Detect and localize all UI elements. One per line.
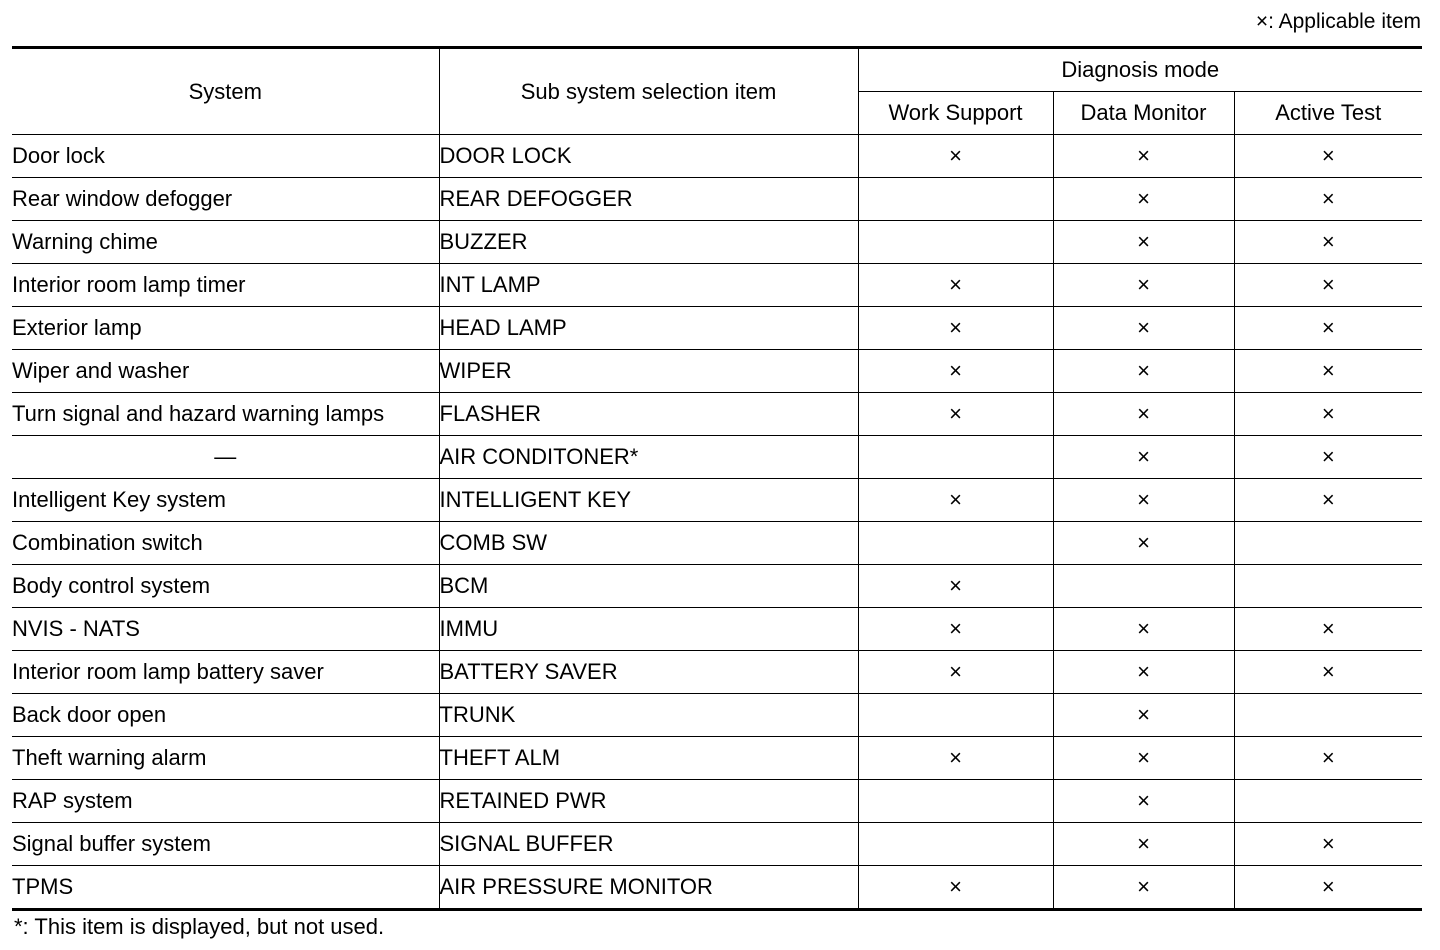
system-cell: Theft warning alarm	[12, 737, 439, 780]
system-cell: Door lock	[12, 135, 439, 178]
data-monitor-mark: ×	[1053, 737, 1234, 780]
sub-system-cell: AIR PRESSURE MONITOR	[439, 866, 858, 910]
header-diagnosis-mode: Diagnosis mode	[858, 48, 1422, 92]
sub-system-cell: INTELLIGENT KEY	[439, 479, 858, 522]
sub-system-cell: BCM	[439, 565, 858, 608]
active-test-mark: ×	[1234, 866, 1422, 910]
data-monitor-mark: ×	[1053, 479, 1234, 522]
active-test-mark: ×	[1234, 221, 1422, 264]
table-row	[12, 350, 1422, 393]
data-monitor-mark: ×	[1053, 135, 1234, 178]
table-row	[12, 565, 1422, 608]
data-monitor-mark: ×	[1053, 221, 1234, 264]
table-row	[12, 823, 1422, 866]
work-support-mark: ×	[858, 737, 1053, 780]
active-test-mark: ×	[1234, 393, 1422, 436]
data-monitor-mark: ×	[1053, 522, 1234, 565]
data-monitor-mark: ×	[1053, 694, 1234, 737]
sub-system-cell: REAR DEFOGGER	[439, 178, 858, 221]
active-test-mark	[1234, 694, 1422, 737]
active-test-mark: ×	[1234, 307, 1422, 350]
work-support-mark: ×	[858, 651, 1053, 694]
sub-system-cell: IMMU	[439, 608, 858, 651]
system-cell: Body control system	[12, 565, 439, 608]
header-work-support: Work Support	[858, 92, 1053, 135]
data-monitor-mark: ×	[1053, 608, 1234, 651]
table-row	[12, 264, 1422, 307]
table-row	[12, 651, 1422, 694]
table-row	[12, 479, 1422, 522]
work-support-mark	[858, 694, 1053, 737]
system-cell: Turn signal and hazard warning lamps	[12, 393, 439, 436]
diagnosis-mode-table	[12, 46, 1422, 911]
system-cell: Rear window defogger	[12, 178, 439, 221]
table-row	[12, 737, 1422, 780]
data-monitor-mark	[1053, 565, 1234, 608]
active-test-mark: ×	[1234, 651, 1422, 694]
work-support-mark: ×	[858, 393, 1053, 436]
table-row	[12, 608, 1422, 651]
data-monitor-mark: ×	[1053, 651, 1234, 694]
table-row	[12, 866, 1422, 910]
table-row	[12, 780, 1422, 823]
table-row	[12, 694, 1422, 737]
table-body	[12, 135, 1422, 910]
system-cell: Warning chime	[12, 221, 439, 264]
sub-system-cell: BUZZER	[439, 221, 858, 264]
footnote: *: This item is displayed, but not used.	[14, 914, 385, 939]
active-test-mark: ×	[1234, 178, 1422, 221]
system-cell: TPMS	[12, 866, 439, 910]
active-test-mark: ×	[1234, 264, 1422, 307]
active-test-mark: ×	[1234, 737, 1422, 780]
work-support-mark	[858, 178, 1053, 221]
sub-system-cell: HEAD LAMP	[439, 307, 858, 350]
active-test-mark	[1234, 565, 1422, 608]
work-support-mark	[858, 221, 1053, 264]
active-test-mark: ×	[1234, 135, 1422, 178]
system-cell: —	[12, 436, 439, 479]
table-row	[12, 307, 1422, 350]
sub-system-cell: RETAINED PWR	[439, 780, 858, 823]
header-active-test: Active Test	[1234, 92, 1422, 135]
sub-system-cell: BATTERY SAVER	[439, 651, 858, 694]
sub-system-cell: COMB SW	[439, 522, 858, 565]
table-row	[12, 522, 1422, 565]
system-cell: Signal buffer system	[12, 823, 439, 866]
work-support-mark: ×	[858, 307, 1053, 350]
sub-system-cell: WIPER	[439, 350, 858, 393]
work-support-mark	[858, 780, 1053, 823]
data-monitor-mark: ×	[1053, 823, 1234, 866]
data-monitor-mark: ×	[1053, 178, 1234, 221]
work-support-mark	[858, 522, 1053, 565]
system-cell: Exterior lamp	[12, 307, 439, 350]
work-support-mark: ×	[858, 350, 1053, 393]
system-cell: NVIS - NATS	[12, 608, 439, 651]
header-sub-system: Sub system selection item	[439, 48, 858, 135]
data-monitor-mark: ×	[1053, 780, 1234, 823]
data-monitor-mark: ×	[1053, 866, 1234, 910]
system-cell: Back door open	[12, 694, 439, 737]
sub-system-cell: DOOR LOCK	[439, 135, 858, 178]
system-cell: RAP system	[12, 780, 439, 823]
sub-system-cell: THEFT ALM	[439, 737, 858, 780]
applicable-item-legend: ×: Applicable item	[1255, 10, 1421, 33]
data-monitor-mark: ×	[1053, 264, 1234, 307]
sub-system-cell: SIGNAL BUFFER	[439, 823, 858, 866]
data-monitor-mark: ×	[1053, 393, 1234, 436]
table-row	[12, 178, 1422, 221]
work-support-mark: ×	[858, 135, 1053, 178]
table-row	[12, 393, 1422, 436]
work-support-mark: ×	[858, 479, 1053, 522]
sub-system-cell: FLASHER	[439, 393, 858, 436]
system-cell: Interior room lamp timer	[12, 264, 439, 307]
header-data-monitor: Data Monitor	[1053, 92, 1234, 135]
active-test-mark	[1234, 522, 1422, 565]
system-cell: Wiper and washer	[12, 350, 439, 393]
active-test-mark	[1234, 780, 1422, 823]
active-test-mark: ×	[1234, 479, 1422, 522]
data-monitor-mark: ×	[1053, 436, 1234, 479]
data-monitor-mark: ×	[1053, 350, 1234, 393]
data-monitor-mark: ×	[1053, 307, 1234, 350]
sub-system-cell: INT LAMP	[439, 264, 858, 307]
system-cell: Intelligent Key system	[12, 479, 439, 522]
table-row	[12, 436, 1422, 479]
work-support-mark: ×	[858, 565, 1053, 608]
header-system: System	[12, 48, 439, 135]
sub-system-cell: AIR CONDITONER*	[439, 436, 858, 479]
work-support-mark: ×	[858, 866, 1053, 910]
system-cell: Interior room lamp battery saver	[12, 651, 439, 694]
work-support-mark	[858, 823, 1053, 866]
work-support-mark: ×	[858, 264, 1053, 307]
system-cell: Combination switch	[12, 522, 439, 565]
active-test-mark: ×	[1234, 436, 1422, 479]
active-test-mark: ×	[1234, 823, 1422, 866]
sub-system-cell: TRUNK	[439, 694, 858, 737]
table-row	[12, 221, 1422, 264]
work-support-mark: ×	[858, 608, 1053, 651]
table-row	[12, 135, 1422, 178]
active-test-mark: ×	[1234, 608, 1422, 651]
active-test-mark: ×	[1234, 350, 1422, 393]
work-support-mark	[858, 436, 1053, 479]
